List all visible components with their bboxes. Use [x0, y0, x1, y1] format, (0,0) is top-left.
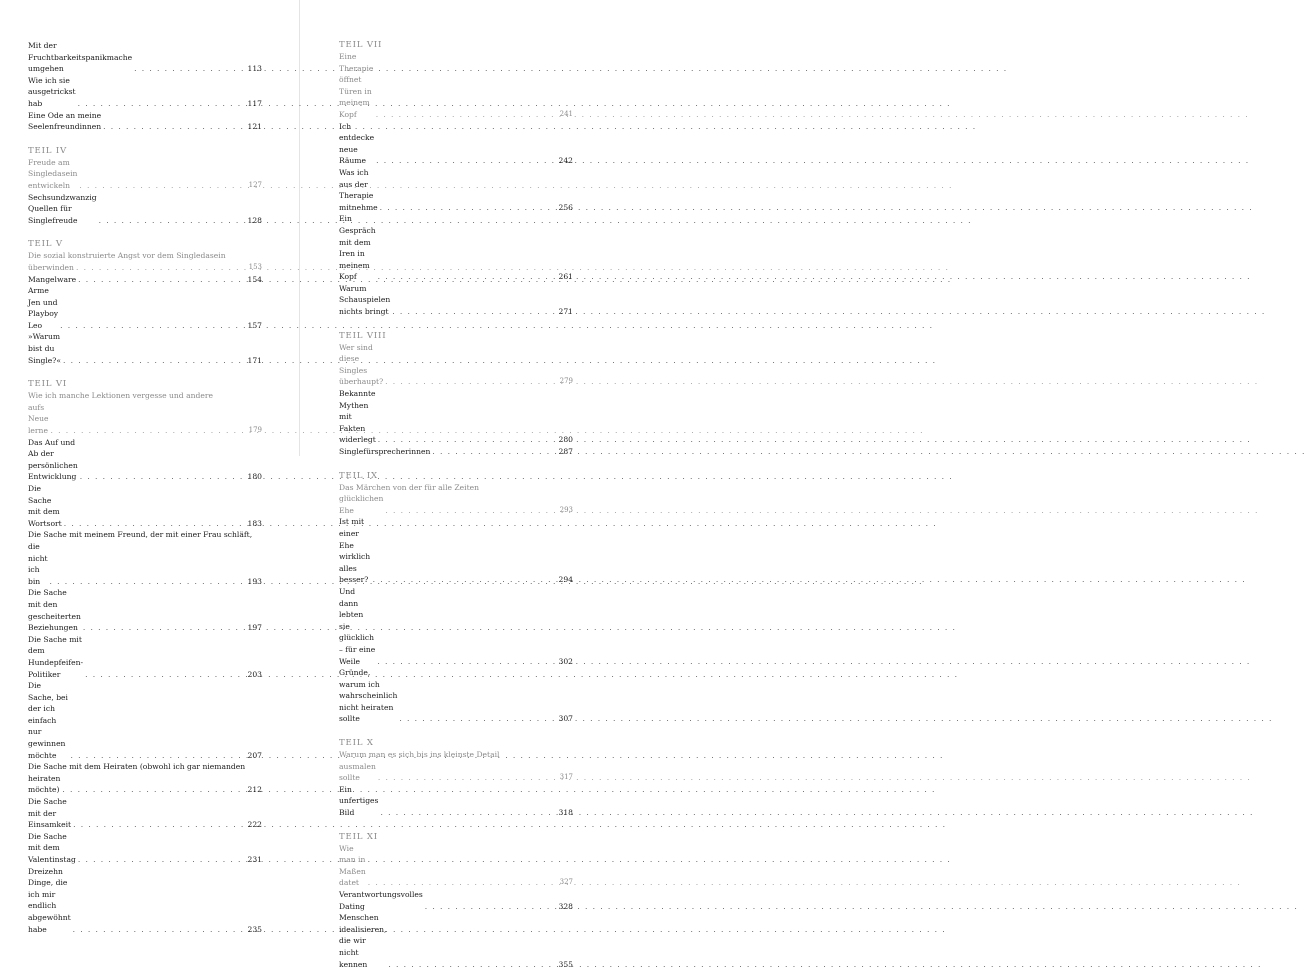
dot-leader	[376, 434, 559, 446]
dot-leader	[71, 819, 247, 831]
dot-leader	[71, 924, 248, 936]
dot-leader	[430, 446, 558, 458]
toc-entry[interactable]: Dreizehn Dinge, die ich mir endlich abgewöhnt habe . . . 235	[28, 866, 262, 936]
part-xi	[339, 832, 573, 970]
dot-leader	[376, 271, 559, 283]
dot-leader	[378, 202, 559, 214]
dot-leader	[423, 901, 559, 913]
dot-leader	[60, 784, 247, 796]
part-heading[interactable]: aufs Neue lerne . . . 179	[28, 402, 262, 437]
part-label: TEIL VIII	[339, 330, 387, 341]
toc-entry[interactable]: Mit der Fruchtbarkeitspanikmache umgehen . . . 113	[28, 40, 262, 75]
toc-entry[interactable]: Die Sache mit der Einsamkeit . . . 222	[28, 796, 262, 831]
dot-leader	[76, 98, 248, 110]
dot-leader	[397, 713, 558, 725]
toc-entry[interactable]: Ein Gespräch mit dem Iren in meinem Kopf . . . 261	[339, 213, 573, 283]
part-heading[interactable]: ausmalen sollte . . . 317	[339, 761, 573, 784]
part-heading[interactable]: Wer sind diese Singles überhaupt? . . . 279	[339, 342, 573, 388]
toc-entry[interactable]: Verantwortungsvolles Dating . . . 328	[339, 889, 573, 912]
part-vii	[339, 40, 573, 318]
toc-entry[interactable]: Warum Schauspielen nichts bringt . . . 271	[339, 283, 573, 318]
dot-leader	[68, 750, 247, 762]
dot-leader	[77, 180, 248, 192]
part-vi	[28, 379, 262, 935]
dot-leader	[76, 274, 247, 286]
dot-leader	[390, 306, 558, 318]
part-label: TEIL VI	[28, 379, 68, 390]
toc-entry[interactable]: Und dann lebten sie glücklich – für eine Weile . . . 302	[339, 586, 573, 667]
part-heading[interactable]: Wie man in Maßen datet . . . 327	[339, 843, 573, 889]
dot-leader	[74, 262, 248, 274]
part-heading[interactable]: Eine Therapie öffnet Türen in meinem Kopf . . . 241	[339, 51, 573, 121]
right-page	[339, 40, 573, 970]
part-ix	[339, 471, 573, 725]
toc-entry[interactable]: Bekannte Mythen mit Fakten widerlegt . . . 280	[339, 388, 573, 446]
toc-entry[interactable]: Mangelware . . . 154	[28, 274, 262, 286]
part-heading-line[interactable]: Warum man es sich bis ins kleinste Detail	[339, 750, 500, 760]
dot-leader	[374, 109, 559, 121]
toc-entry[interactable]: Sechsundzwanzig Quellen für Singlefreude . . . 128	[28, 192, 262, 227]
toc-entry[interactable]: Ein unfertiges Bild . . . 318	[339, 784, 573, 819]
toc-entry[interactable]: Wie ich sie ausgetrickst hab . . . 117	[28, 75, 262, 110]
book-spread	[0, 0, 600, 969]
part-v	[28, 239, 262, 366]
part-label: TEIL V	[28, 239, 63, 250]
toc-entry[interactable]: Gründe, warum ich wahrscheinlich nicht heiraten sollte . . . 307	[339, 667, 573, 725]
toc-entry[interactable]: Die Sache mit dem Wortsort . . . 183	[28, 483, 262, 529]
part-viii	[339, 331, 573, 458]
part-x	[339, 738, 573, 819]
toc-entry[interactable]: Das Auf und Ab der persönlichen Entwicklung . . . 180	[28, 437, 262, 483]
intro-section	[28, 40, 262, 133]
toc-entry-line[interactable]: Die Sache mit dem Heiraten (obwohl ich gar niemanden	[28, 762, 246, 772]
toc-entry[interactable]: Die Sache mit dem Valentinstag . . . 231	[28, 831, 262, 866]
part-heading-line[interactable]: Die sozial konstruierte Angst vor dem Singledasein	[28, 251, 226, 261]
dot-leader	[61, 355, 247, 367]
toc-entry-line[interactable]: Die Sache mit meinem Freund, der mit einer Frau schläft,	[28, 530, 253, 540]
part-label: TEIL X	[339, 738, 374, 749]
toc-entry[interactable]: Menschen idealisieren, die wir nicht kennen . . . 355	[339, 912, 573, 970]
part-heading-line[interactable]: Wie ich manche Lektionen vergesse und andere	[28, 391, 213, 401]
toc-entry[interactable]: Die Sache mit den gescheiterten Beziehungen . . . 197	[28, 587, 262, 633]
toc-entry[interactable]: Die Sache mit dem Hundepfeifen-Politiker . . . 203	[28, 634, 262, 680]
toc-entry[interactable]: Die Sache, bei der ich einfach nur gewinnen möchte . . . 207	[28, 680, 262, 761]
part-label: TEIL IV	[28, 145, 68, 156]
dot-leader	[132, 63, 247, 75]
left-page	[28, 40, 262, 935]
dot-leader	[49, 425, 248, 437]
dot-leader	[83, 669, 247, 681]
toc-entry[interactable]: Singlefürsprecherinnen . . . 287	[339, 446, 573, 458]
dot-leader	[375, 656, 558, 668]
toc-entry[interactable]: die nicht ich bin . . . 193	[28, 541, 262, 587]
dot-leader	[101, 121, 247, 133]
dot-leader	[383, 505, 559, 517]
dot-leader	[386, 959, 558, 970]
part-label: TEIL XI	[339, 831, 378, 842]
toc-entry[interactable]: Was ich aus der Therapie mitnehme . . . 256	[339, 167, 573, 213]
toc-entry[interactable]: Ist mit einer Ehe wirklich alles besser? . . . 294	[339, 516, 573, 586]
dot-leader	[62, 518, 248, 530]
part-label: TEIL VII	[339, 40, 383, 50]
part-iv	[28, 146, 262, 227]
toc-entry[interactable]: Arme Jen und Playboy Leo . . . 157	[28, 285, 262, 331]
dot-leader	[378, 807, 558, 819]
dot-leader	[81, 622, 248, 634]
dot-leader	[366, 877, 559, 889]
dot-leader	[376, 772, 559, 784]
toc-entry[interactable]: Ich entdecke neue Räume . . . 242	[339, 121, 573, 167]
toc-entry[interactable]: Eine Ode an meine Seelenfreundinnen . . . 121	[28, 110, 262, 133]
toc-entry[interactable]: heiraten möchte) . . . 212	[28, 773, 262, 796]
part-heading[interactable]: glücklichen Ehe . . . 293	[339, 493, 573, 516]
dot-leader	[383, 376, 559, 388]
part-label: TEIL IX	[339, 470, 378, 481]
toc-entry[interactable]: »Warum bist du Single?« . . . 171	[28, 331, 262, 366]
part-heading[interactable]: Freude am Singledasein entwickeln . . . 127	[28, 157, 262, 192]
dot-leader	[78, 471, 248, 483]
dot-leader	[97, 215, 248, 227]
dot-leader	[371, 574, 559, 586]
dot-leader	[76, 854, 248, 866]
dot-leader	[48, 576, 248, 588]
dot-leader	[374, 155, 558, 167]
part-heading-line[interactable]: Das Märchen von der für alle Zeiten	[339, 482, 480, 492]
part-heading[interactable]: überwinden . . . 153	[28, 262, 262, 274]
dot-leader	[58, 320, 247, 332]
